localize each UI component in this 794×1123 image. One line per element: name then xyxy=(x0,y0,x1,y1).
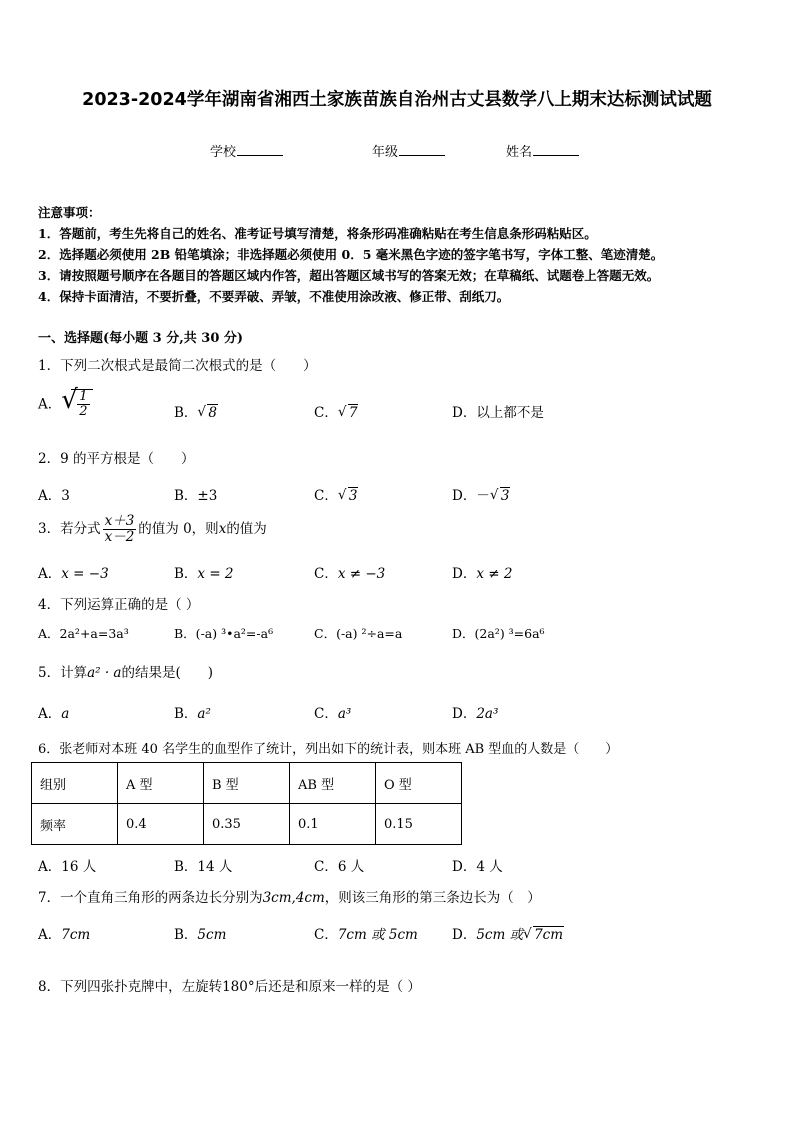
school-blank[interactable] xyxy=(237,143,283,156)
q5-option-b[interactable]: B．a² xyxy=(174,706,211,722)
name-field xyxy=(506,141,579,160)
name-blank[interactable] xyxy=(533,143,579,156)
note-item: 3．请按照题号顺序在各题目的答题区域内作答，超出答题区域书写的答案无效；在草稿纸、试题卷上答题无效。 xyxy=(38,268,660,283)
q6-option-a[interactable]: A．16 人 xyxy=(38,859,97,875)
q5-option-c[interactable]: C．a³ xyxy=(314,706,352,722)
q1-option-b[interactable]: B． √ 8 xyxy=(174,404,218,421)
q4-option-c[interactable]: C．(-a) ²÷a=a xyxy=(314,626,403,641)
school-field xyxy=(210,141,283,160)
table-cell: B 型 xyxy=(204,763,290,804)
table-cell: 频率 xyxy=(32,804,118,845)
blood-type-table xyxy=(31,762,462,845)
q3-option-c[interactable]: C．x ≠ −3 xyxy=(314,566,386,582)
name-label: 姓名 xyxy=(506,145,533,160)
q3-option-d[interactable]: D．x ≠ 2 xyxy=(452,566,513,582)
question-4-stem: 4．下列运算正确的是（ ） xyxy=(38,597,200,613)
q4-option-a[interactable]: A．2a²+a=3a³ xyxy=(38,626,129,641)
note-item: 2．选择题必须使用 2B 铅笔填涂；非选择题必须使用 0．5 毫米黑色字迹的签字笔书写，字体工整、笔迹清楚。 xyxy=(38,247,664,262)
table-row xyxy=(32,804,462,845)
q5-option-a[interactable]: A．a xyxy=(38,706,70,722)
question-7-stem: 7．一个直角三角形的两条边长分别为3cm,4cm，则该三角形的第三条边长为（ ） xyxy=(38,890,541,906)
q4-option-b[interactable]: B．(-a) ³•a²=-a⁶ xyxy=(174,626,274,641)
table-cell: 0.1 xyxy=(290,804,376,845)
q6-option-b[interactable]: B．14 人 xyxy=(174,859,233,875)
section-heading: 一、选择题(每小题 3 分,共 30 分) xyxy=(38,331,244,346)
q6-option-c[interactable]: C．6 人 xyxy=(314,859,365,875)
q2-option-c[interactable]: C． √ 3 xyxy=(314,487,358,504)
page-title: 2023-2024学年湖南省湘西土家族苗族自治州古丈县数学八上期末达标测试试题 xyxy=(82,90,712,110)
note-item: 1．答题前，考生先将自己的姓名、准考证号填写清楚，将条形码准确粘贴在考生信息条形码粘贴区。 xyxy=(38,226,597,241)
q6-option-d[interactable]: D．4 人 xyxy=(452,859,503,875)
notes-heading: 注意事项： xyxy=(38,205,101,220)
table-header-row xyxy=(32,763,462,804)
school-label: 学校 xyxy=(210,145,237,160)
q7-option-d[interactable]: D．5cm 或 √ 7cm xyxy=(452,926,564,943)
q7-option-b[interactable]: B．5cm xyxy=(174,927,227,943)
grade-label: 年级 xyxy=(372,145,399,160)
question-1-stem: 1．下列二次根式是最简二次根式的是（ ） xyxy=(38,358,317,374)
table-cell: AB 型 xyxy=(290,763,376,804)
fraction-expression: $\frac{x+3}{x-2}$ xyxy=(104,513,135,545)
q7-option-c[interactable]: C．7cm 或 5cm xyxy=(314,927,418,943)
question-6-stem: 6．张老师对本班 40 名学生的血型作了统计，列出如下的统计表，则本班 AB 型血的人数是（ ） xyxy=(38,742,619,757)
question-5-stem: 5．计算a² · a的结果是( ) xyxy=(38,665,214,681)
q2-option-a[interactable]: A．3 xyxy=(38,488,70,504)
sqrt-expression: √ $\frac{1}{2}$ xyxy=(61,389,92,420)
grade-field xyxy=(372,141,445,160)
table-cell: A 型 xyxy=(118,763,204,804)
q1-option-a[interactable]: A． √ $\frac{1}{2}$ xyxy=(38,389,93,420)
q1-option-c[interactable]: C． √ 7 xyxy=(314,404,358,421)
table-cell: 0.35 xyxy=(204,804,290,845)
q2-option-b[interactable]: B．±3 xyxy=(174,488,218,504)
q3-option-b[interactable]: B．x = 2 xyxy=(174,566,234,582)
q3-option-a[interactable]: A．x = −3 xyxy=(38,566,109,582)
q2-option-d[interactable]: D．－ √ 3 xyxy=(452,487,510,504)
question-8-stem: 8．下列四张扑克牌中，左旋转180°后还是和原来一样的是（ ） xyxy=(38,979,421,995)
q1-option-d[interactable]: D．以上都不是 xyxy=(452,405,544,421)
note-item: 4．保持卡面清洁，不要折叠，不要弄破、弄皱，不准使用涂改液、修正带、刮纸刀。 xyxy=(38,289,510,304)
q4-option-d[interactable]: D．(2a²) ³=6a⁶ xyxy=(452,626,545,641)
q5-option-d[interactable]: D．2a³ xyxy=(452,706,499,722)
question-3-stem: 3．若分式 $\frac{x+3}{x-2}$ 的值为 0，则x的值为 xyxy=(38,513,267,545)
q7-option-a[interactable]: A．7cm xyxy=(38,927,91,943)
table-cell: 0.4 xyxy=(118,804,204,845)
question-2-stem: 2．9 的平方根是（ ） xyxy=(38,451,195,467)
grade-blank[interactable] xyxy=(399,143,445,156)
table-cell: 组别 xyxy=(32,763,118,804)
table-cell: 0.15 xyxy=(376,804,462,845)
table-cell: O 型 xyxy=(376,763,462,804)
